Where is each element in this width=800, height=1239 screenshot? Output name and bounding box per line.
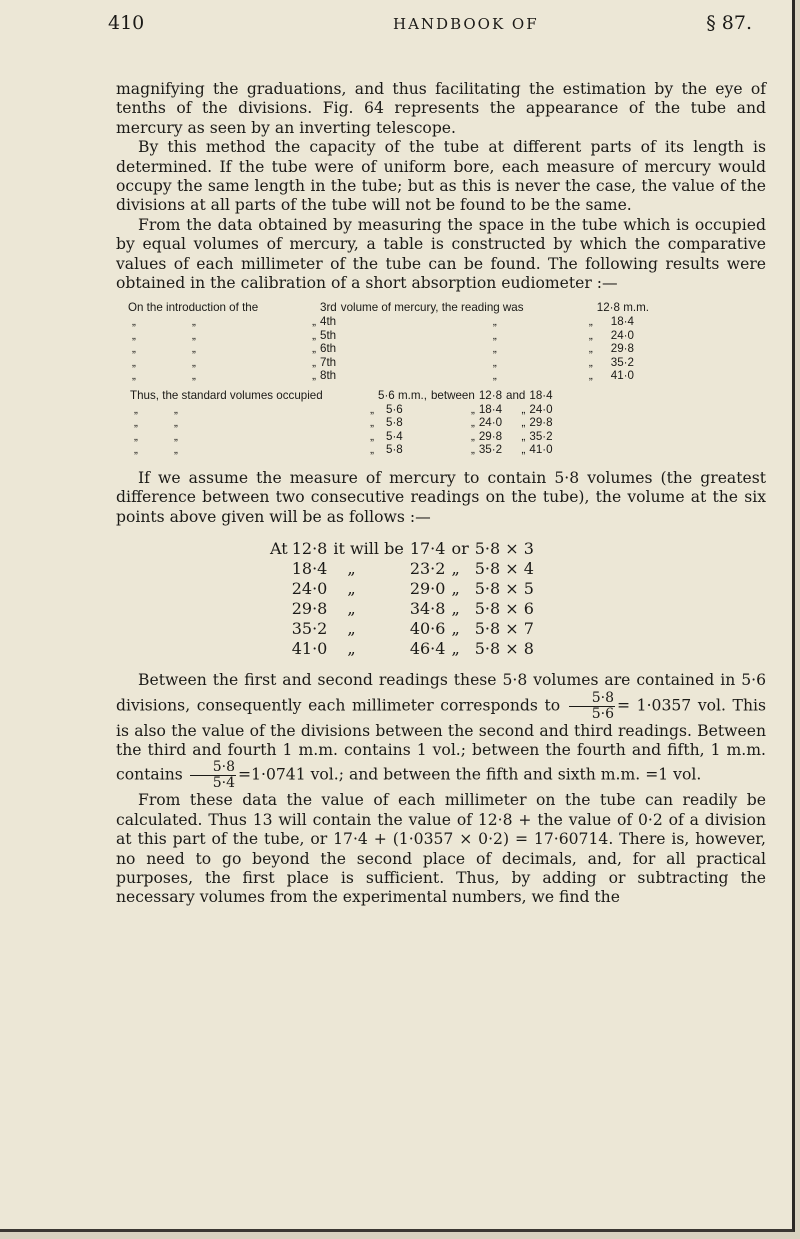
readings-row-first [128,301,649,315]
standard-row: „ „ „ 5·8 „ 35·2 „ 41·0 [134,443,553,457]
fraction-2: $\frac{5\cdot 8}{5\cdot 4}$ [190,760,236,791]
readings-row: „ „ „ 7th „ „ 35·2 [132,355,634,369]
section-mark: § 87. [706,12,752,34]
volumes-row-first: At 12·8 it will be 17·4 or 5·8 × 3 [270,539,534,559]
readings-middle: volume of mercury, the reading was [340,301,524,315]
volumes-table [270,539,540,659]
readings-row: „ „ „ 5th „ „ 24·0 [132,328,634,342]
volumes-row: 29·8 „ 34·8 „ 5·8 × 6 [291,599,534,619]
readings-row: „ „ „ 8th „ „ 41·0 [132,369,634,383]
readings-row: „ „ „ 6th „ „ 29·8 [132,342,634,356]
standard-row: „ „ „ 5·4 „ 29·8 „ 35·2 [134,429,553,443]
readings-prefix: On the introduction of the [128,301,259,315]
readings-ordinal: 3rd [320,301,337,315]
running-title: HANDBOOK OF [393,15,539,33]
readings-value: 12·8 m.m. [596,301,649,315]
standard-mm: 5·6 m.m., [378,389,427,403]
volumes-row: 41·0 „ 46·4 „ 5·8 × 8 [291,639,534,659]
running-header [108,12,752,42]
readings-row: „ „ „ 4th „ „ 18·4 [132,315,634,329]
paragraph-5-part-b: = 1·0357 vol. This is also the value of the divisions between the second and third readings. Between the third and fourth 1 m.m. contains 1 vol.; between the fourth and fifth, 1 m.m. contains [116,696,766,784]
fraction-1: $\frac{5\cdot 8}{5\cdot 6}$ [569,691,615,722]
volumes-row: 18·4 „ 23·2 „ 5·8 × 4 [291,559,534,579]
volumes-row: 24·0 „ 29·0 „ 5·8 × 5 [291,579,534,599]
paragraph-5 [116,671,766,791]
standard-row: „ „ „ 5·6 „ 18·4 „ 24·0 [134,402,553,416]
paragraph-5-part-c: =1·0741 vol.; and between the fifth and sixth m.m. =1 vol. [238,765,702,784]
paragraph-3: From the data obtained by measuring the space in the tube which is occupied by equal volumes of mercury, a table is constructed by which the comparative values of each millimeter of the tube can be found. The following results were obtained in the calibration of a short absorption eudiometer :— [116,215,766,293]
standard-row: „ „ „ 5·8 „ 24·0 „ 29·8 [134,416,553,430]
page-number: 410 [108,12,145,34]
standard-row-first: Thus, the standard volumes occupied 5·6 m.m., between 12·8 and 18·4 [130,389,553,403]
paragraph-5-part-a: Between the first and second readings these 5·8 volumes are contained in 5·6 divisions, consequently each millimeter corresponds to [116,671,766,715]
paragraph-1: magnifying the graduations, and thus facilitating the estimation by the eye of tenths of the divisions. Fig. 64 represents the appearance of the tube and mercury as seen by an inverting telescope. [116,80,766,137]
standard-prefix: Thus, the standard volumes occupied [130,389,323,403]
readings-table [128,301,649,383]
paragraph-6: From these data the value of each millimeter on the tube can readily be calculated. Thus 13 will contain the value of 12·8 + the value of 0·2 of a division at this part of the tube, or 17·4 + (1·0357 × 0·2) = 17·60714. There is, however, no need to go beyond the second place of decimals, and, for all practical purposes, the first place is sufficient. Thus, by adding or subtracting the necessary volumes from the experimental numbers, we find the [116,791,766,907]
page-body [116,80,766,908]
paragraph-2: By this method the capacity of the tube at different parts of its length is determined. If the tube were of uniform bore, each measure of mercury would occupy the same length in the tube; but as this is never the case, the value of the divisions at all parts of the tube will not be found to be the same. [116,138,766,215]
volumes-row: 35·2 „ 40·6 „ 5·8 × 7 [291,619,534,639]
standard-volumes-table [130,389,553,457]
paragraph-4: If we assume the measure of mercury to contain 5·8 volumes (the greatest difference between two consecutive readings on the tube), the volume at the six points above given will be as follows :— [116,469,766,526]
